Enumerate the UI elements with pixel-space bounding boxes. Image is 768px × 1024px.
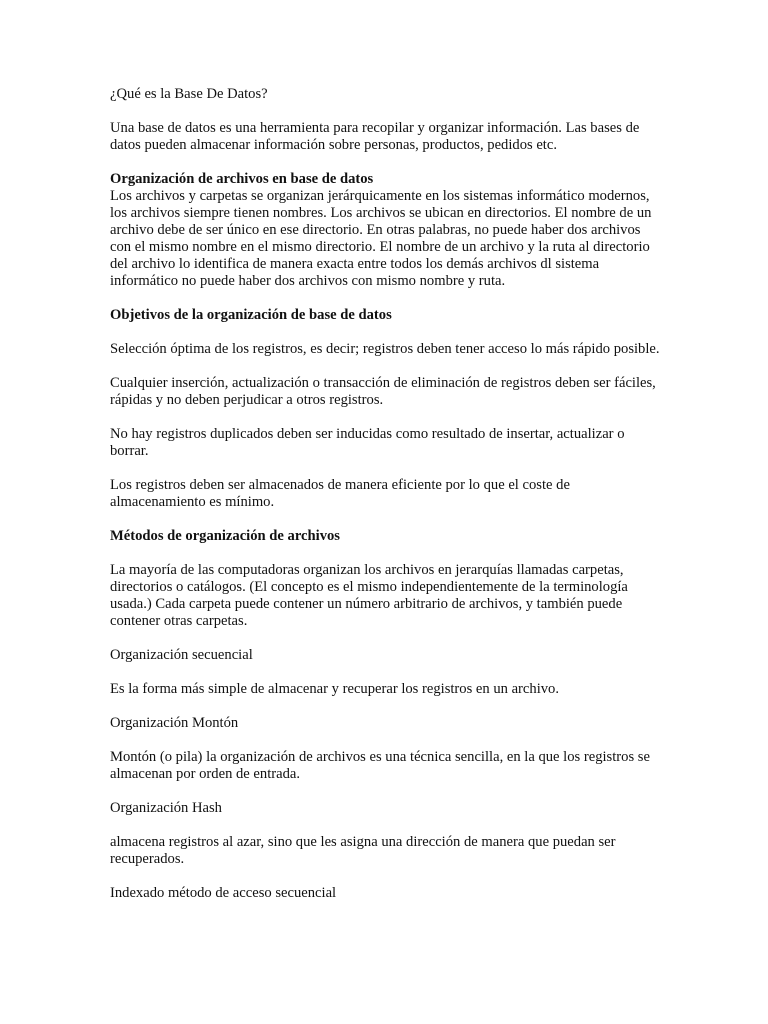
objective-paragraph: Cualquier inserción, actualización o transacción de eliminación de registros deben ser fáciles, rápidas y no deben perjudicar a otros registros. xyxy=(110,375,656,408)
section-heading-objectives: Objetivos de la organización de base de datos xyxy=(110,307,392,323)
subheading-indexed: Indexado método de acceso secuencial xyxy=(110,885,337,901)
document-body xyxy=(110,86,662,919)
heap-paragraph: Montón (o pila) la organización de archivos es una técnica sencilla, en la que los registros se almacenan por orden de entrada. xyxy=(110,749,650,782)
section-heading-methods: Métodos de organización de archivos xyxy=(110,528,340,544)
document-title: ¿Qué es la Base De Datos? xyxy=(110,86,268,102)
sequential-paragraph: Es la forma más simple de almacenar y recuperar los registros en un archivo. xyxy=(110,681,559,697)
file-organization-paragraph: Los archivos y carpetas se organizan jerárquicamente en los sistemas informático modernos, los archivos siempre tienen nombres. Los archivos se ubican en directorios. El nombre de un archivo debe de ser único en ese directorio. En otras palabras, no puede haber dos archivos con el mismo nombre en el mismo directorio. El nombre de un archivo y la ruta al directorio del archivo lo identifica de manera exacta entre todos los demás archivos dl sistema informático no puede haber dos archivos con mismo nombre y ruta. xyxy=(110,188,652,289)
intro-paragraph: Una base de datos es una herramienta para recopilar y organizar información. Las bases de datos pueden almacenar información sobre personas, productos, pedidos etc. xyxy=(110,120,640,153)
objective-paragraph: Selección óptima de los registros, es decir; registros deben tener acceso lo más rápido posible. xyxy=(110,341,660,357)
section-heading-file-organization: Organización de archivos en base de datos xyxy=(110,171,374,187)
objective-paragraph: Los registros deben ser almacenados de manera eficiente por lo que el coste de almacenamiento es mínimo. xyxy=(110,477,570,510)
subheading-hash: Organización Hash xyxy=(110,800,222,816)
subheading-sequential: Organización secuencial xyxy=(110,647,253,663)
hash-paragraph: almacena registros al azar, sino que les asigna una dirección de manera que puedan ser recuperados. xyxy=(110,834,616,867)
objective-paragraph: No hay registros duplicados deben ser inducidas como resultado de insertar, actualizar o borrar. xyxy=(110,426,625,459)
methods-paragraph: La mayoría de las computadoras organizan los archivos en jerarquías llamadas carpetas, directorios o catálogos. (El concepto es el mismo independientemente de la terminología usada.) Cada carpeta puede contener un número arbitrario de archivos, y también puede contener otras carpetas. xyxy=(110,562,628,629)
subheading-heap: Organización Montón xyxy=(110,715,239,731)
